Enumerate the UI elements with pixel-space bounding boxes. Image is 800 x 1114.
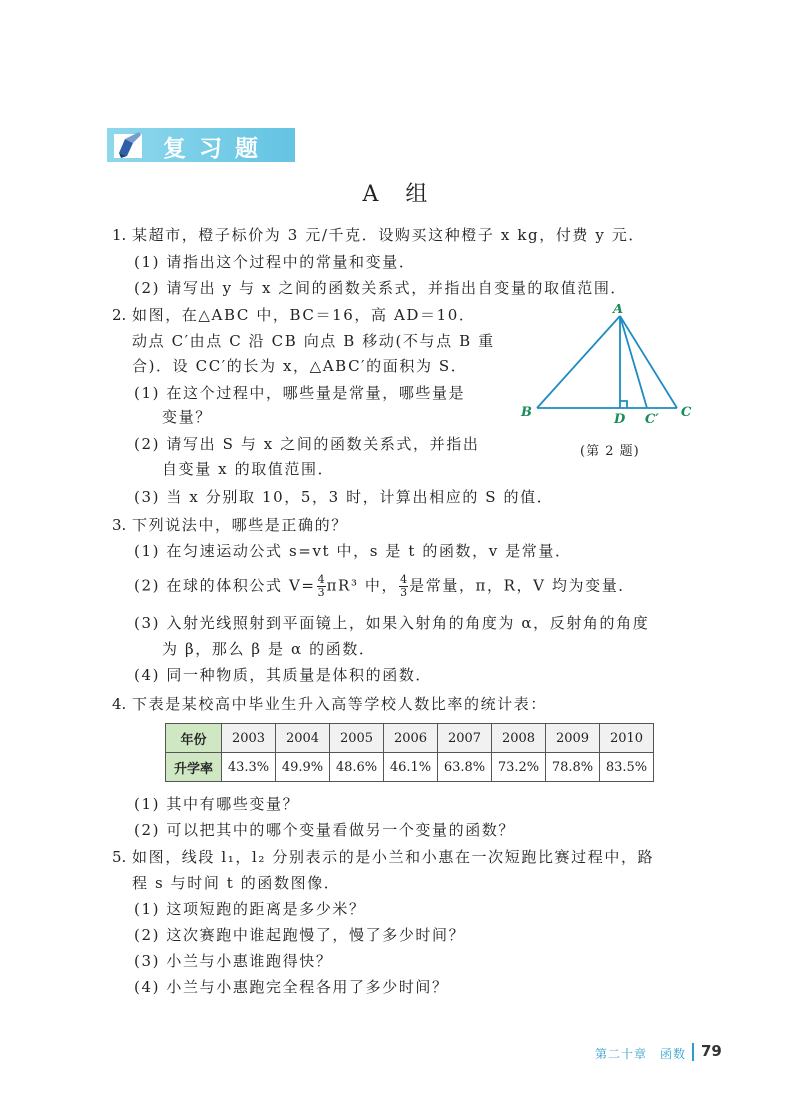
table-row-rates (166, 753, 654, 782)
year-cell: 2008 (492, 724, 546, 753)
pencil-book-icon (113, 131, 143, 159)
label-d: D (614, 412, 626, 426)
rate-cell: 63.8% (438, 753, 492, 782)
year-cell: 2003 (222, 724, 276, 753)
table-header-rate: 升学率 (166, 753, 222, 782)
problem-5-q2: (2) 这次赛跑中谁起跑慢了，慢了多少时间？ (134, 926, 466, 944)
rate-cell: 83.5% (600, 753, 654, 782)
problem-1-q1: (1) 请指出这个过程中的常量和变量． (134, 253, 416, 271)
figure-caption: (第 2 题) (580, 444, 640, 459)
problem-1-q2: (2) 请写出 y 与 x 之间的函数关系式，并指出自变量的取值范围． (134, 279, 628, 297)
rate-cell: 78.8% (546, 753, 600, 782)
problem-3-q3: (3) 入射光线照射到平面镜上，如果入射角的角度为 α，反射角的角度 (134, 614, 650, 632)
banner-title: 复习题 (163, 136, 271, 162)
problem-number: 4. (112, 695, 127, 713)
problem-2-q2: (2) 请写出 S 与 x 之间的函数关系式，并指出 (134, 435, 480, 453)
triangle-figure (517, 304, 707, 426)
segment-ac-prime (620, 316, 647, 408)
year-cell: 2004 (276, 724, 330, 753)
label-b: B (521, 405, 532, 420)
table-row-years (166, 724, 654, 753)
problem-1-stem: 1. 某超市，橙子标价为 3 元/千克．设购买这种橙子 x kg，付费 y 元． (112, 226, 646, 244)
label-c: C (681, 405, 692, 420)
problem-2-stem-line2: 动点 C′由点 C 沿 CB 向点 B 移动(不与点 B 重 (132, 332, 495, 350)
problem-5-q4: (4) 小兰与小惠跑完全程各用了多少时间？ (134, 978, 449, 996)
problem-4-q1: (1) 其中有哪些变量？ (134, 795, 300, 813)
review-banner (107, 128, 295, 162)
fraction-four-thirds: $\frac{4}{3}$ (317, 573, 325, 599)
section-title: A 组 (362, 182, 438, 207)
problem-3-q3-cont: 为 β，那么 β 是 α 的函数． (162, 640, 376, 658)
problem-2-q1-cont: 变量？ (162, 408, 212, 426)
footer-divider (692, 1043, 694, 1061)
side-ac (620, 316, 677, 408)
rate-cell: 46.1% (384, 753, 438, 782)
rate-cell: 43.3% (222, 753, 276, 782)
rate-cell: 49.9% (276, 753, 330, 782)
problem-5-q1: (1) 这项短跑的距离是多少米？ (134, 900, 366, 918)
problem-5-stem-line2: 程 s 与时间 t 的函数图像． (132, 874, 341, 892)
problem-number: 2. (112, 306, 127, 324)
problem-2-stem-line3: 合)．设 CC′的长为 x，△ABC′的面积为 S． (132, 357, 468, 375)
problem-2-q2-cont: 自变量 x 的取值范围． (162, 460, 335, 478)
year-cell: 2010 (600, 724, 654, 753)
year-cell: 2005 (330, 724, 384, 753)
problem-number: 5. (112, 848, 127, 866)
side-ab (537, 316, 620, 408)
year-cell: 2006 (384, 724, 438, 753)
problem-4-stem: 4. 下表是某校高中毕业生升入高等学校人数比率的统计表： (112, 695, 548, 713)
footer-chapter: 第二十章 函数 (595, 1047, 687, 1061)
rate-cell: 73.2% (492, 753, 546, 782)
problem-3-q1: (1) 在匀速运动公式 s=vt 中，s 是 t 的函数，v 是常量． (134, 542, 572, 560)
problem-number: 3. (112, 516, 127, 534)
problem-number: 1. (112, 226, 127, 244)
year-cell: 2007 (438, 724, 492, 753)
problem-3-q4: (4) 同一种物质，其质量是体积的函数． (134, 666, 433, 684)
label-c-prime: C′ (645, 412, 659, 426)
problem-5-q3: (3) 小兰与小惠谁跑得快？ (134, 952, 333, 970)
problem-2-q3: (3) 当 x 分别取 10，5，3 时，计算出相应的 S 的值． (134, 488, 554, 506)
right-angle-mark (620, 401, 627, 408)
year-cell: 2009 (546, 724, 600, 753)
problem-2-stem: 2. 如图，在△ABC 中，BC＝16，高 AD＝10． (112, 306, 476, 324)
problem-4-q2: (2) 可以把其中的哪个变量看做另一个变量的函数？ (134, 821, 516, 839)
admission-rate-table (165, 723, 654, 782)
label-a: A (613, 304, 624, 317)
rate-cell: 48.6% (330, 753, 384, 782)
problem-2-q1: (1) 在这个过程中，哪些量是常量，哪些量是 (134, 384, 466, 402)
fraction-four-thirds: $\frac{4}{3}$ (400, 573, 408, 599)
problem-5-stem: 5. 如图，线段 l₁，l₂ 分别表示的是小兰和小惠在一次短跑比赛过程中，路 (112, 848, 655, 866)
problem-3-stem: 3. 下列说法中，哪些是正确的？ (112, 516, 348, 534)
table-header-year: 年份 (166, 724, 222, 753)
page-number: 79 (701, 1042, 722, 1060)
problem-3-q2: (2) 在球的体积公式 V= $\frac{4}{3}$ πR³ 中， $\frac{4}{3}$ 是常量，π，R，V 均为变量． (134, 573, 635, 599)
